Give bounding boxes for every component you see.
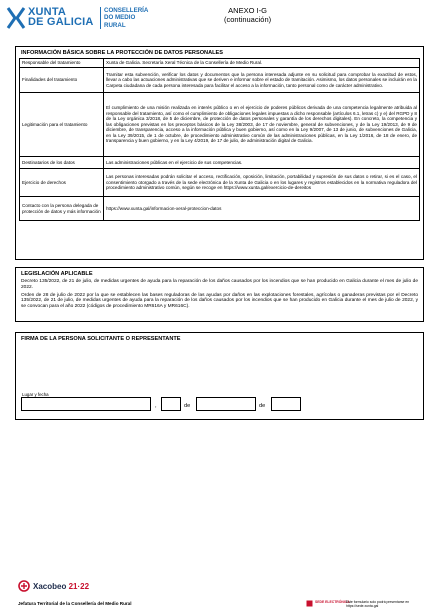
- place-date-label: Lugar y fecha: [22, 392, 49, 397]
- table-row: [20, 197, 420, 221]
- de-separator-1: de: [184, 403, 191, 409]
- year-input[interactable]: [271, 397, 301, 411]
- month-input[interactable]: [196, 397, 256, 411]
- row-key: Ejercicio de derechos: [20, 169, 104, 197]
- comma-separator: ,: [155, 403, 157, 409]
- xacobeo-word: Xacobeo: [33, 582, 67, 591]
- legislation-section: [15, 267, 424, 322]
- legislation-title: LEGISLACIÓN APLICABLE: [21, 271, 93, 277]
- row-key: Contacto con la persona delegada de protección de datos y más información: [20, 197, 104, 221]
- table-row: [20, 169, 420, 197]
- row-value: Las administraciones públicas en el ejercicio de sus competencias.: [104, 157, 420, 169]
- table-row: [20, 59, 420, 68]
- row-value: Las personas interesadas podrán solicitar el acceso, rectificación, oposición, limitación, portabilidad y supresión de sus datos o retirar, si es el caso, el consentimiento otorgado a través de la sede electrónica de la Xunta de Galicia o en los lugares y registros establecidos en la normativa reguladora del procedimiento administrativo común, según se recoge en https://www.xunta.gal/exercicio-de-dereitos: [104, 169, 420, 197]
- row-key: Destinatarios de los datos: [20, 157, 104, 169]
- day-input[interactable]: [161, 397, 181, 411]
- xunta-logo: [6, 4, 149, 34]
- annex-label: [224, 6, 271, 24]
- footer-office: Jefatura Territorial de la Consellería del Medio Rural: [18, 601, 132, 606]
- data-protection-section: [15, 46, 424, 260]
- table-row: [20, 157, 420, 169]
- sede-icon: [306, 600, 313, 607]
- page-header: [6, 4, 434, 38]
- xacobeo-year: 21·22: [68, 582, 90, 591]
- sede-text: Este formulario solo podrá presentarse en https://sede.xunta.gal: [346, 600, 410, 609]
- legislation-decree: Decreto 135/2022, de 21 de julio, de medidas urgentes de ayuda para la reparación de los daños causados por los incendios que se han producido en Galicia durante el mes de julio de 2022.: [21, 279, 418, 290]
- conselleria-wordmark: CONSELLERÍA DO MEDIO RURAL: [100, 7, 148, 29]
- row-value: Xunta de Galicia. Secretaría Xeral Técnica de la Consellería de Medio Rural.: [104, 59, 420, 68]
- row-value: Tramitar esta subvención, verificar los datos y documentos que la persona interesada adjunte en su solicitud para comprobar la exactitud de estos, llevar a cabo las actuaciones administrativas que se deriven e informar sobre el estado de tramitación. Asimismo, los datos personales se incluirán en la Carpeta ciudadana de cada persona interesada para facilitar el acceso a la información, tanto personal como de carácter administrativo.: [104, 68, 420, 93]
- data-protection-title: INFORMACIÓN BÁSICA SOBRE LA PROTECCIÓN DE DATOS PERSONALES: [21, 50, 224, 56]
- signature-title: FIRMA DE LA PERSONA SOLICITANTE O REPRESENTANTE: [21, 336, 181, 342]
- data-protection-table: [19, 58, 420, 221]
- de-separator-2: de: [259, 403, 266, 409]
- row-value: El cumplimiento de una misión realizada en interés público o en el ejercicio de poderes públicos derivada de una competencia legalmente atribuida al responsable del tratamiento, así como el cumplimiento de obligaciones legales impuestas a dicho responsable (artículos 6.1, letras c) y e) del RGPD y 8 de la Ley orgánica 3/2018, de 5 de diciembre, de protección de datos personales y garantía de los derechos digitales). En concreto, la competencia y las obligaciones previstas en los preceptos básicos de la Ley 38/2003, de 17 de noviembre, general de subvenciones, y de la Ley 19/2013, de 9 de diciembre, de transparencia, acceso a la información pública y buen gobierno, así como en la Ley 9/2007, de 13 de junio, de subvenciones de Galicia, en la Ley 39/2015, de 1 de octubre, de procedimiento administrativo común de las administraciones públicas, en la Ley 1/2016, de 18 de enero, de transparencia y buen gobierno, y en la Ley 4/2019, de 17 de julio, de administración digital de Galicia.: [104, 93, 420, 157]
- sede-label: SEDE ELECTRÓNICA: [315, 600, 350, 604]
- signature-section: [15, 332, 424, 420]
- xunta-emblem-icon: [6, 6, 26, 30]
- row-value: https://www.xunta.gal/informacion-xeral-proteccion-datos: [104, 197, 420, 221]
- table-row: [20, 68, 420, 93]
- row-key: Finalidades del tratamiento: [20, 68, 104, 93]
- xacobeo-emblem-icon: [18, 580, 30, 592]
- row-key: Responsable del tratamiento: [20, 59, 104, 68]
- table-row: [20, 93, 420, 157]
- annex-subtitle: (continuación): [224, 15, 272, 24]
- row-key: Legitimación para el tratamiento: [20, 93, 104, 157]
- annex-title: ANEXO I-G: [228, 6, 267, 15]
- xunta-wordmark: XUNTA DE GALICIA: [28, 6, 94, 28]
- xacobeo-logo: [18, 580, 138, 594]
- place-input[interactable]: [21, 397, 151, 411]
- legislation-order: Orden de 28 de julio de 2022 por la que se establecen las bases reguladoras de las ayudas por daños en las explotaciones forestales, agrícolas o ganaderas previstas por el Decreto 135/2022, de 21 de julio, de medidas urgentes de ayuda para la reparación de los daños causados por los incendios que se han producido en Galicia durante el mes de julio de 2022, y se convocan para el año 2022 (códigos de procedimiento MR616A y MR616C).: [21, 292, 418, 310]
